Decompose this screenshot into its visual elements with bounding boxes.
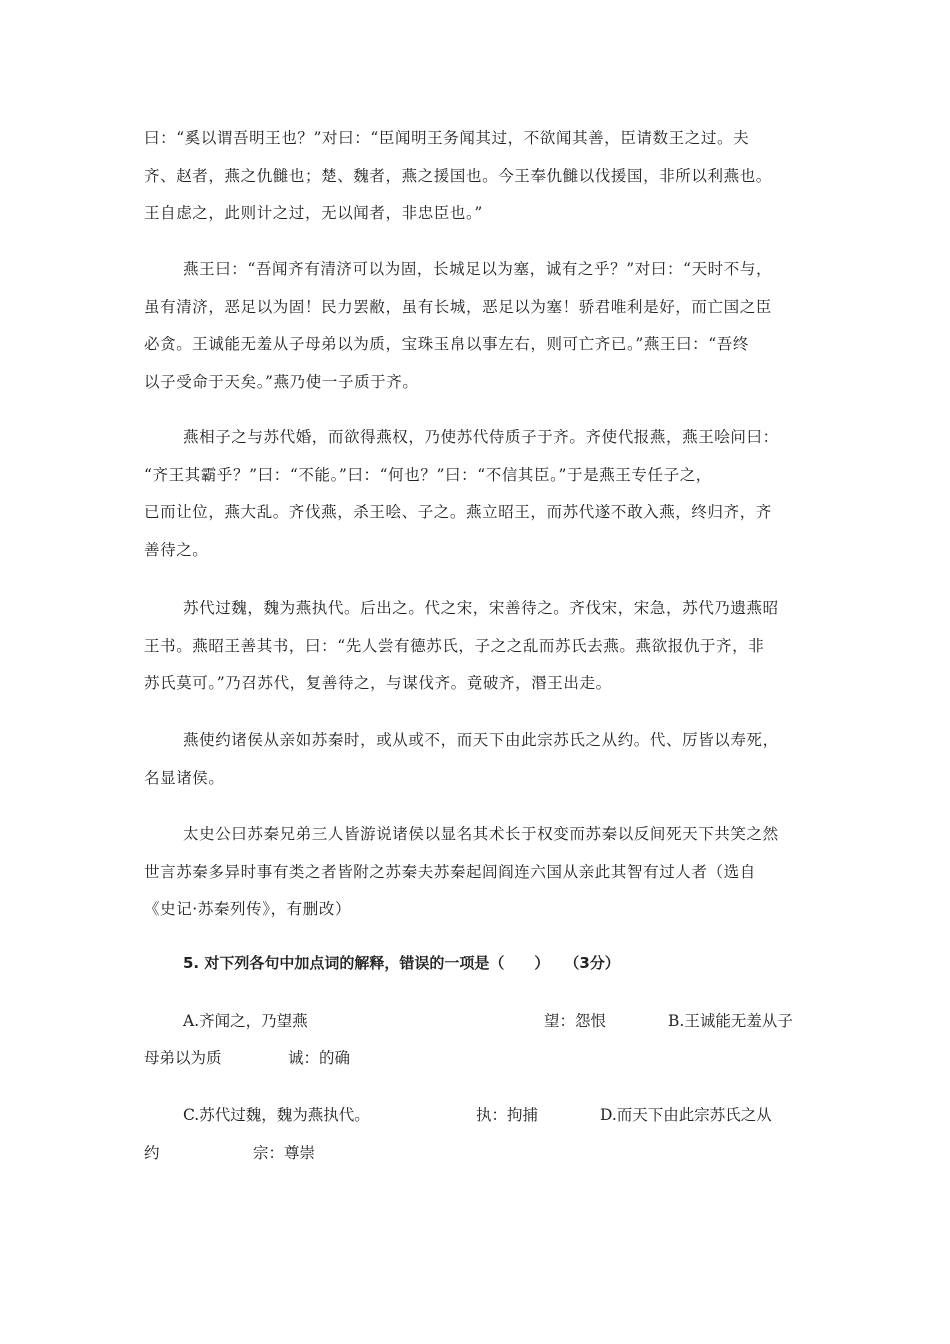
text-line: 善待之。 bbox=[144, 540, 209, 559]
text-line: 燕使约诸侯从亲如苏秦时，或从或不，而天下由此宗苏氏之从约。代、厉皆以寿死， bbox=[183, 731, 779, 749]
option-b-text-cont: 母弟以为质 bbox=[144, 1049, 222, 1067]
option-d-text-cont: 约 bbox=[144, 1144, 160, 1162]
text-line: 苏代过魏，魏为燕执代。后出之。代之宋，宋善待之。齐伐宋，宋急，苏代乃遗燕昭 bbox=[183, 599, 779, 617]
text-line: 王自虑之，此则计之过，无以闻者，非忠臣也。” bbox=[144, 204, 483, 222]
passage-paragraph-6 bbox=[144, 816, 816, 929]
text-line: 名显诸侯。 bbox=[144, 768, 225, 787]
text-line: 太史公曰苏秦兄弟三人皆游说诸侯以显名其术长于权变而苏秦以反间死天下共笑之然 bbox=[183, 825, 779, 843]
option-d-gloss: 宗：尊崇 bbox=[253, 1144, 316, 1162]
text-line: “齐王其霸乎？”曰：“不能。”曰：“何也？”曰：“不信其臣。”于是燕王专任子之， bbox=[144, 465, 712, 484]
option-d-text: D.而天下由此宗苏氏之从 bbox=[600, 1106, 772, 1124]
text-line: 已而让位，燕大乱。齐伐燕，杀王哙、子之。燕立昭王，而苏代遂不敢入燕，终归齐，齐 bbox=[144, 503, 772, 521]
passage-paragraph-3 bbox=[144, 419, 816, 569]
text-line: 曰：“奚以谓吾明王也？”对曰：“臣闻明王务闻其过，不欲闻其善，臣请数王之过。夫 bbox=[144, 129, 750, 147]
text-line: 齐、赵者，燕之仇雠也；楚、魏者，燕之援国也。今王奉仇雠以伐援国，非所以利燕也。 bbox=[144, 166, 772, 185]
passage-paragraph-2 bbox=[144, 251, 816, 401]
passage-paragraph-5 bbox=[144, 722, 816, 797]
text-line: 虽有清济，恶足以为固！民力罢敝，虽有长城，恶足以为塞！骄君唯利是好，而亡国之臣 bbox=[144, 297, 772, 316]
option-b-text: B.王诚能无羞从子 bbox=[668, 1012, 793, 1030]
option-c-text: C.苏代过魏，魏为燕执代。 bbox=[183, 1106, 370, 1124]
text-line: 以子受命于天矣。”燕乃使一子质于齐。 bbox=[144, 372, 419, 391]
text-line: 苏氏莫可。”乃召苏代，复善待之，与谋伐齐。竟破齐，湣王出走。 bbox=[144, 674, 612, 692]
text-line: 必贪。王诚能无羞从子母弟以为质，宝珠玉帛以事左右，则可亡齐已。”燕王曰：“吾终 bbox=[144, 335, 750, 353]
option-a-text: A.齐闻之，乃望燕 bbox=[183, 1012, 308, 1030]
text-line: 燕王曰：“吾闻齐有清济可以为固，长城足以为塞，诚有之乎？”对曰：“天时不与， bbox=[183, 260, 773, 278]
passage-paragraph-1 bbox=[144, 120, 816, 233]
option-c-gloss: 执：拘捕 bbox=[476, 1106, 539, 1124]
passage-paragraph-4 bbox=[144, 590, 816, 703]
option-b-gloss: 诚：的确 bbox=[288, 1049, 351, 1067]
text-line: 王书。燕昭王善其书，曰：“先人尝有德苏氏，子之之乱而苏氏去燕。燕欲报仇于齐，非 bbox=[144, 636, 765, 655]
text-line: 燕相子之与苏代婚，而欲得燕权，乃使苏代侍质子于齐。齐使代报燕，燕王哙问曰： bbox=[183, 428, 779, 446]
text-line: 《史记·苏秦列传》，有删改） bbox=[144, 900, 352, 918]
option-a-gloss: 望：怨恨 bbox=[544, 1012, 607, 1030]
question-title: 5. 对下列各句中加点词的解释，错误的一项是（ ） （3分） bbox=[183, 954, 620, 972]
text-line: 世言苏秦多异时事有类之者皆附之苏秦夫苏秦起闾阎连六国从亲此其智有过人者（选自 bbox=[144, 862, 756, 881]
